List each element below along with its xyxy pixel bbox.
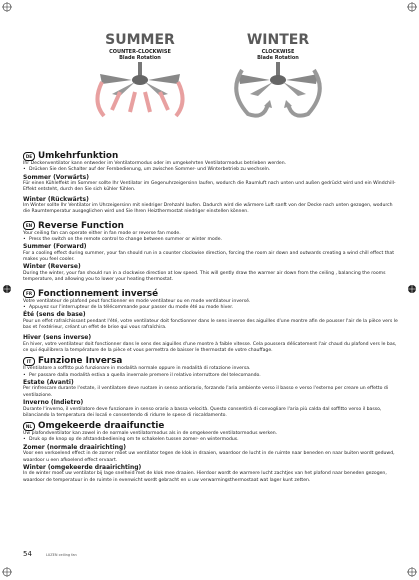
winter-direction: CLOCKWISE [261,49,295,55]
section-fr [23,289,400,355]
section-de [23,151,400,216]
subheading-winter: Inverno (Indietro) [23,399,84,407]
section-title: Umkehrfunktion [38,151,119,161]
section-title: Omgekeerde draaifunctie [38,421,165,432]
subheading-winter: Winter (Rückwärts) [23,195,89,203]
intro-text: Il ventilatore a soffitto può funzionare in modalità normale oppure in modalità di rotazione inversa. [23,366,251,372]
subheading-summer: Été (sens de base) [23,311,86,319]
section-it [23,356,400,419]
bullet-text: • Appuyez sur l'interrupteur de la télécommande pour passer du mode été au mode hiver. [23,305,400,311]
registration-mark-bottom-right [407,567,417,577]
summer-text: Für einen Kühleffekt im Sommer sollte Ihr Ventilator im Gegenuhrzeigersinn laufen, wodurch die Raumluft nach unten und außen gedrückt wird und ein Windchill-Effekt entsteht, durch den Sie sich kühler fühlen. [23,181,396,193]
subheading-summer: Zomer (normale draairichting) [23,443,126,451]
winter-text: En hiver, votre ventilateur doit fonctionner dans le sens des aiguilles d'une montre à faible vitesse. Cela poussera délicatement l'air chaud du plafond vers le bas, ce qui équilibrera la température de la pièce et vous permettra de baisser le thermostat de votre chauffage. [23,341,397,354]
winter-rotation-label: Blade Rotation [257,55,299,61]
rotation-diagrams [0,24,419,124]
intro-text: Uw plafondventilator kan zowel in de normale ventilatormodus als in de omgekeerde ventilatormodus werken. [23,431,278,437]
intro-text: Votre ventilateur de plafond peut fonctionner en mode ventilateur ou en mode ventilateur inversé. [23,298,251,304]
bullet-text: • Per passare dalla modalità estiva a quella invernale premere il relativo interruttore del telecomando. [23,373,400,379]
winter-text: Durante l'inverno, il ventilatore deve funzionare in senso orario a bassa velocità. Questo consentirà di convogliare l'aria più calda dal soffitto verso il basso, bilanciando la temperatura dei locali e consentendo di ridurre le spese di riscaldamento. [23,406,382,418]
registration-mark-top-left [2,2,12,12]
intro-text: Ihr Deckenventilator kann entweder im Ventilatormodus oder im umgekehrten Ventilatormodus betrieben werden. [23,161,287,166]
winter-fan-illustration [228,62,328,122]
language-badge: DE [23,152,35,161]
summer-diagram [90,24,190,124]
section-title: Funzione Inversa [38,356,123,367]
language-badge: NL [23,422,35,431]
bullet-text: • Drücken Sie den Schalter auf der Fernbedienung, um zwischen Sommer- und Winterbetrieb zu wechseln. [23,167,400,173]
intro-text: Your ceiling fan can operate either in fan mode or reverse fan mode. [23,230,181,236]
subheading-winter: Winter (omgekeerde draairichting) [23,463,142,471]
winter-title: WINTER [246,32,310,48]
bullet-text: • Druk op de knop op de afstandsbediening om te schakelen tussen zomer- en wintermodus. [23,437,400,443]
summer-direction: COUNTER-CLOCKWISE [109,49,171,55]
section-heading [23,151,400,161]
subheading-summer: Summer (Forward) [23,243,87,251]
summer-title: SUMMER [105,32,175,48]
section-heading [23,289,400,299]
subheading-winter: Winter (Reverse) [23,263,81,271]
summer-text: Pour un effet rafraîchissant pendant l'été, votre ventilateur doit fonctionner dans le sens inverse des aiguilles d'une montre afin de pousser l'air de la pièce vers le bas et l'extérieur, créant un effet de brise qui vous rafraîchira. [23,318,398,330]
summer-rotation-label: Blade Rotation [119,55,161,61]
section-title: Reverse Function [38,220,124,231]
winter-text: In de winter moet uw ventilator bij lage snelheid met de klok mee draaien. Hierdoor wordt de warmere lucht zachtjes van het plafond naar beneden gezogen, waardoor de temperatuur in de ruimte in evenwicht wordt gebracht en u uw verwarmingsthermostaat wat lager kunt zetten. [23,471,387,483]
section-title: Fonctionnement inversé [38,288,159,299]
instructions-content [23,149,400,484]
winter-text: Im Winter sollte Ihr Ventilator im Uhrzeigersinn mit niedriger Drehzahl laufen. Dadurch wird die wärmere Luft sanft von der Decke nach unten gezogen, wodurch die Raumtemperatur ausgeglichen wird und Sie Ihren Heizthermostat niedriger einstellen können. [23,203,393,215]
registration-mark-bottom-left [2,567,12,577]
language-badge: EN [23,221,35,230]
subheading-winter: Hiver (sens inverse) [23,334,92,342]
section-heading [23,421,400,431]
language-badge: FR [23,289,35,298]
page-number: 54 [23,550,32,558]
section-en [23,221,400,284]
registration-mark-top-right [407,2,417,12]
subheading-summer: Sommer (Vorwärts) [23,173,89,181]
registration-mark-left [2,284,12,294]
section-nl [23,421,400,484]
section-heading [23,221,400,231]
registration-mark-right [407,284,417,294]
summer-text: For a cooling effect during summer, your fan should run in a counter clockwise direction, forcing the room air down and outwards creating a wind chill effect that makes you feel cooler. [23,250,395,263]
summer-text: Voor een verkoelend effect in de zomer moet uw ventilator tegen de klok in draaien, waardoor de lucht in de ruimte naar beneden en naar buiten wordt geduwd, waardoor u een afkoelend effect ervaart. [23,451,395,463]
brand-footer: LUZEN ceiling fan [46,553,77,557]
winter-text: During the winter, your fan should run in a clockwise direction at low speed. This will gently draw the warmer air down from the ceiling , balancing the rooms temperature, and allowing you to lower your heating thermostat. [23,270,386,283]
summer-fan-illustration [90,62,190,122]
winter-diagram [228,24,328,124]
summer-text: Per rinfrescare durante l'estate, il ventilatore deve ruotare in senso antiorario, forzando l'aria ambiente verso il basso e verso l'esterno per creare un effetto di ventilazione. [23,386,389,398]
section-heading [23,356,400,366]
language-badge: IT [23,357,35,366]
bullet-text: • Press the switch on the remote control to change between summer or winter mode. [23,237,400,243]
subheading-summer: Estate (Avanti) [23,378,74,386]
